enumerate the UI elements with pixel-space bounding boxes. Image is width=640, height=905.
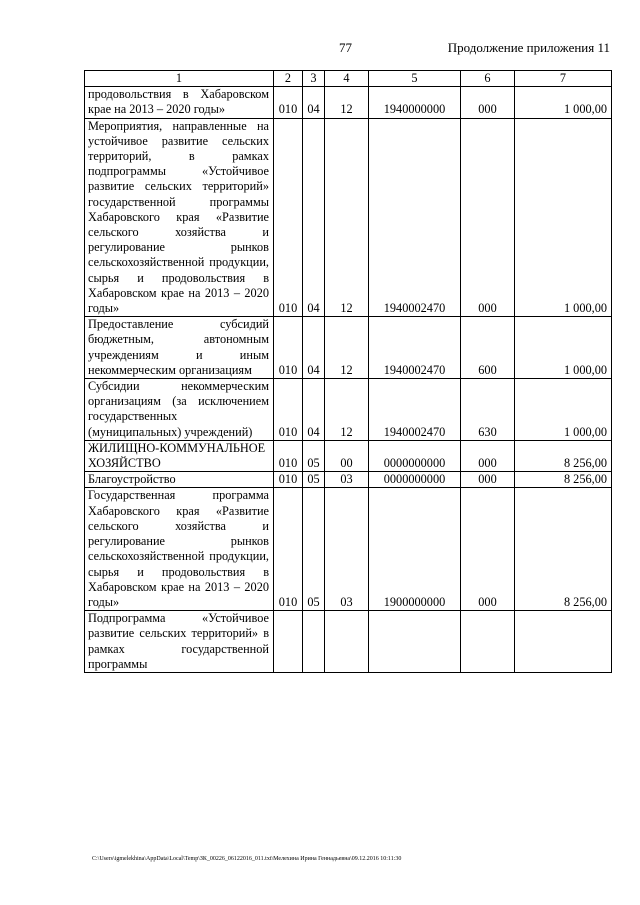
cell-amount: 1 000,00	[515, 87, 612, 118]
cell-subsection: 12	[325, 379, 369, 441]
cell-code: 010	[274, 118, 303, 317]
continuation-note: Продолжение приложения 11	[447, 40, 610, 55]
table-row	[85, 317, 612, 379]
cell-section: 05	[303, 472, 325, 488]
column-header: 1	[85, 71, 274, 87]
row-description: Государственная программа Хабаровского края «Развитие сельского хозяйства и регулирование рынков сельскохозяйственной продукции, сырья и продовольствия в Хабаровском крае на 2013 – 2020 годы»	[85, 488, 274, 611]
page-number: 77	[339, 40, 352, 55]
cell-expense-type: 000	[461, 488, 515, 611]
table-row	[85, 611, 612, 673]
cell-expense-type: 600	[461, 317, 515, 379]
column-header: 7	[515, 71, 612, 87]
cell-subsection: 12	[325, 118, 369, 317]
cell-code: 010	[274, 472, 303, 488]
row-description: Мероприятия, направленные на устойчивое развитие сельских территорий, в рамках подпрограммы «Устойчивое развитие сельских территорий» государственной программы Хабаровского края «Развитие сельского хозяйства и регулирование рынков сельскохозяйственной продукции, сырья и продовольствия в Хабаровском крае на 2013 – 2020 годы»	[85, 118, 274, 317]
table-row	[85, 118, 612, 317]
cell-target: 1940002470	[369, 118, 461, 317]
footer-file-path: C:\Users\igmelekhina\AppData\Local\Temp\ЗК_00226_06122016_011.txt\Мелехина Ирина Геннадьевна\09.12.2016 10:11:30	[92, 856, 402, 862]
cell-amount: 8 256,00	[515, 440, 612, 471]
table-row	[85, 379, 612, 441]
budget-table	[84, 70, 612, 673]
cell-expense-type	[461, 611, 515, 673]
cell-target: 0000000000	[369, 472, 461, 488]
cell-section: 04	[303, 379, 325, 441]
cell-target: 1940002470	[369, 317, 461, 379]
table-row	[85, 87, 612, 118]
cell-subsection: 03	[325, 488, 369, 611]
row-description: ЖИЛИЩНО-КОММУНАЛЬНОЕ ХОЗЯЙСТВО	[85, 440, 274, 471]
cell-code: 010	[274, 317, 303, 379]
cell-target: 1940002470	[369, 379, 461, 441]
cell-expense-type: 000	[461, 118, 515, 317]
row-description: Подпрограмма «Устойчивое развитие сельских территорий» в рамках государственной программы	[85, 611, 274, 673]
cell-amount: 8 256,00	[515, 488, 612, 611]
row-description: продовольствия в Хабаровском крае на 2013 – 2020 годы»	[85, 87, 274, 118]
cell-amount: 1 000,00	[515, 317, 612, 379]
column-header: 4	[325, 71, 369, 87]
table-row	[85, 488, 612, 611]
column-header: 3	[303, 71, 325, 87]
row-description: Субсидии некоммерческим организациям (за исключением государственных (муниципальных) учреждений)	[85, 379, 274, 441]
table-row	[85, 440, 612, 471]
cell-section: 05	[303, 488, 325, 611]
cell-expense-type: 000	[461, 472, 515, 488]
cell-expense-type: 630	[461, 379, 515, 441]
cell-expense-type: 000	[461, 87, 515, 118]
cell-section: 04	[303, 317, 325, 379]
table-row	[85, 472, 612, 488]
cell-code: 010	[274, 440, 303, 471]
cell-target	[369, 611, 461, 673]
cell-section	[303, 611, 325, 673]
cell-target: 1900000000	[369, 488, 461, 611]
table-header-row	[85, 71, 612, 87]
cell-subsection: 03	[325, 472, 369, 488]
cell-subsection	[325, 611, 369, 673]
cell-expense-type: 000	[461, 440, 515, 471]
cell-section: 04	[303, 87, 325, 118]
cell-amount: 1 000,00	[515, 379, 612, 441]
cell-section: 04	[303, 118, 325, 317]
row-description: Благоустройство	[85, 472, 274, 488]
cell-target: 1940000000	[369, 87, 461, 118]
cell-subsection: 12	[325, 317, 369, 379]
cell-code: 010	[274, 488, 303, 611]
row-description: Предоставление субсидий бюджетным, автономным учреждениям и иным некоммерческим организациям	[85, 317, 274, 379]
column-header: 6	[461, 71, 515, 87]
cell-amount: 8 256,00	[515, 472, 612, 488]
cell-code	[274, 611, 303, 673]
cell-subsection: 00	[325, 440, 369, 471]
cell-amount: 1 000,00	[515, 118, 612, 317]
cell-amount	[515, 611, 612, 673]
cell-code: 010	[274, 379, 303, 441]
cell-section: 05	[303, 440, 325, 471]
column-header: 5	[369, 71, 461, 87]
cell-target: 0000000000	[369, 440, 461, 471]
cell-subsection: 12	[325, 87, 369, 118]
cell-code: 010	[274, 87, 303, 118]
column-header: 2	[274, 71, 303, 87]
